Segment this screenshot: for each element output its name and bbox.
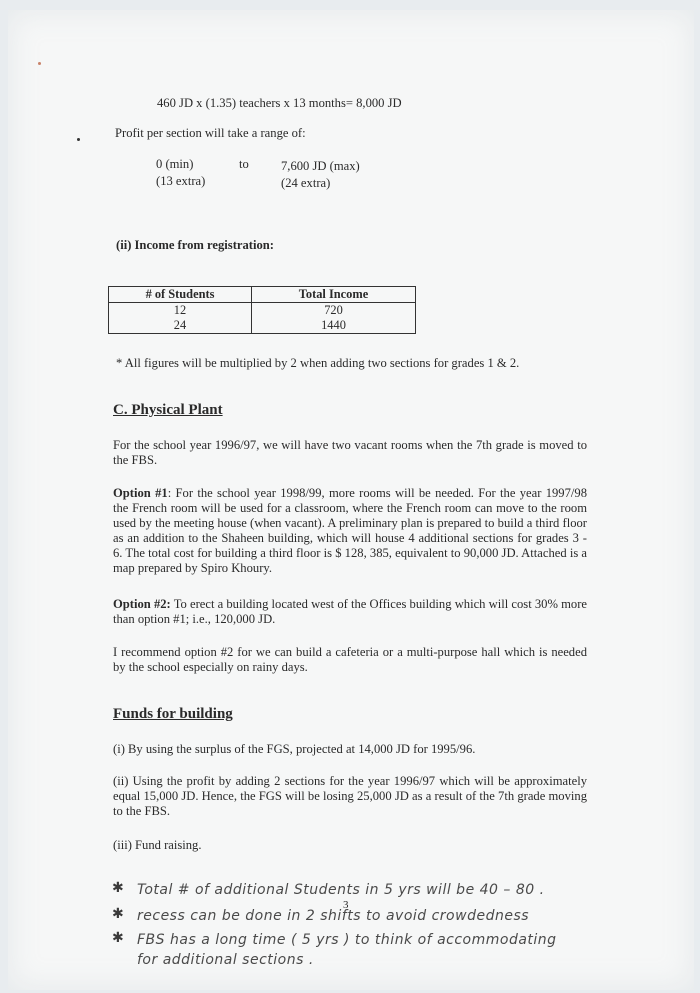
option1-label: Option #1 xyxy=(113,486,168,500)
bullet-star-icon: ✱ xyxy=(112,880,124,896)
registration-heading: (ii) Income from registration: xyxy=(116,238,274,252)
table-row xyxy=(109,303,416,319)
salary-line: 460 JD x (1.35) teachers x 13 months= 8,000 JD xyxy=(157,96,402,110)
page-number: 3 xyxy=(343,899,349,911)
funds-item-2: (ii) Using the profit by adding 2 sections for the year 1996/97 which will be approximately equal 15,000 JD. Hence, the FGS will be losing 25,000 JD as a result of the 7th grade moving to the FBS. xyxy=(113,774,587,818)
cell-income: 720 xyxy=(252,303,416,319)
multiply-note: * All figures will be multiplied by 2 when adding two sections for grades 1 & 2. xyxy=(116,356,520,370)
physical-plant-para: For the school year 1996/97, we will have two vacant rooms when the 7th grade is moved to the FBS. xyxy=(113,438,587,467)
physical-plant-heading: C. Physical Plant xyxy=(113,402,223,418)
funds-item-1: (i) By using the surplus of the FGS, projected at 14,000 JD for 1995/96. xyxy=(113,742,476,756)
cell-students: 24 xyxy=(109,318,252,334)
option2-paragraph xyxy=(113,597,587,627)
bullet-star-icon: ✱ xyxy=(112,906,124,922)
cell-students: 12 xyxy=(109,303,252,319)
handwritten-note-4: for additional sections . xyxy=(137,952,314,968)
col-header-students: # of Students xyxy=(109,287,252,303)
ink-speck xyxy=(77,138,80,141)
option2-text: To erect a building located west of the Offices building which will cost 30% more than option #1; i.e., 120,000 JD. xyxy=(113,597,587,626)
profit-to: to xyxy=(239,157,249,171)
option1-paragraph xyxy=(113,486,587,576)
handwritten-note-2: recess can be done in 2 shifts to avoid crowdedness xyxy=(137,908,530,924)
cell-income: 1440 xyxy=(252,318,416,334)
bullet-star-icon: ✱ xyxy=(112,930,124,946)
option2-label: Option #2: xyxy=(113,597,171,611)
col-header-income: Total Income xyxy=(252,287,416,303)
funds-item-3: (iii) Fund raising. xyxy=(113,838,202,852)
profit-min-note: (13 extra) xyxy=(156,174,206,188)
profit-min: 0 (min) xyxy=(156,157,194,171)
option1-text: : For the school year 1998/99, more rooms will be needed. For the year 1997/98 the French room will be used for a classroom, where the French room can move to the room used by the meeting house (when vacant). A preliminary plan is prepared to build a third floor as an addition to the Shaheen building, which will house 4 additional sections for grades 3 - 6. The total cost for building a third floor is $ 128, 385, equivalent to 90,000 JD. Attached is a map prepared by Spiro Khoury. xyxy=(113,486,587,575)
handwritten-note-3: FBS has a long time ( 5 yrs ) to think of accommodating xyxy=(137,932,557,948)
table-header-row xyxy=(109,287,416,303)
table-row xyxy=(109,318,416,334)
ink-speck xyxy=(38,62,41,65)
profit-max-note: (24 extra) xyxy=(281,176,331,190)
funds-heading: Funds for building xyxy=(113,706,233,722)
handwritten-note-1: Total # of additional Students in 5 yrs will be 40 – 80 . xyxy=(137,882,545,898)
profit-intro: Profit per section will take a range of: xyxy=(115,126,306,140)
profit-max: 7,600 JD (max) xyxy=(281,159,360,173)
registration-table xyxy=(108,286,416,334)
recommendation-paragraph: I recommend option #2 for we can build a cafeteria or a multi-purpose hall which is needed by the school especially on rainy days. xyxy=(113,645,587,674)
